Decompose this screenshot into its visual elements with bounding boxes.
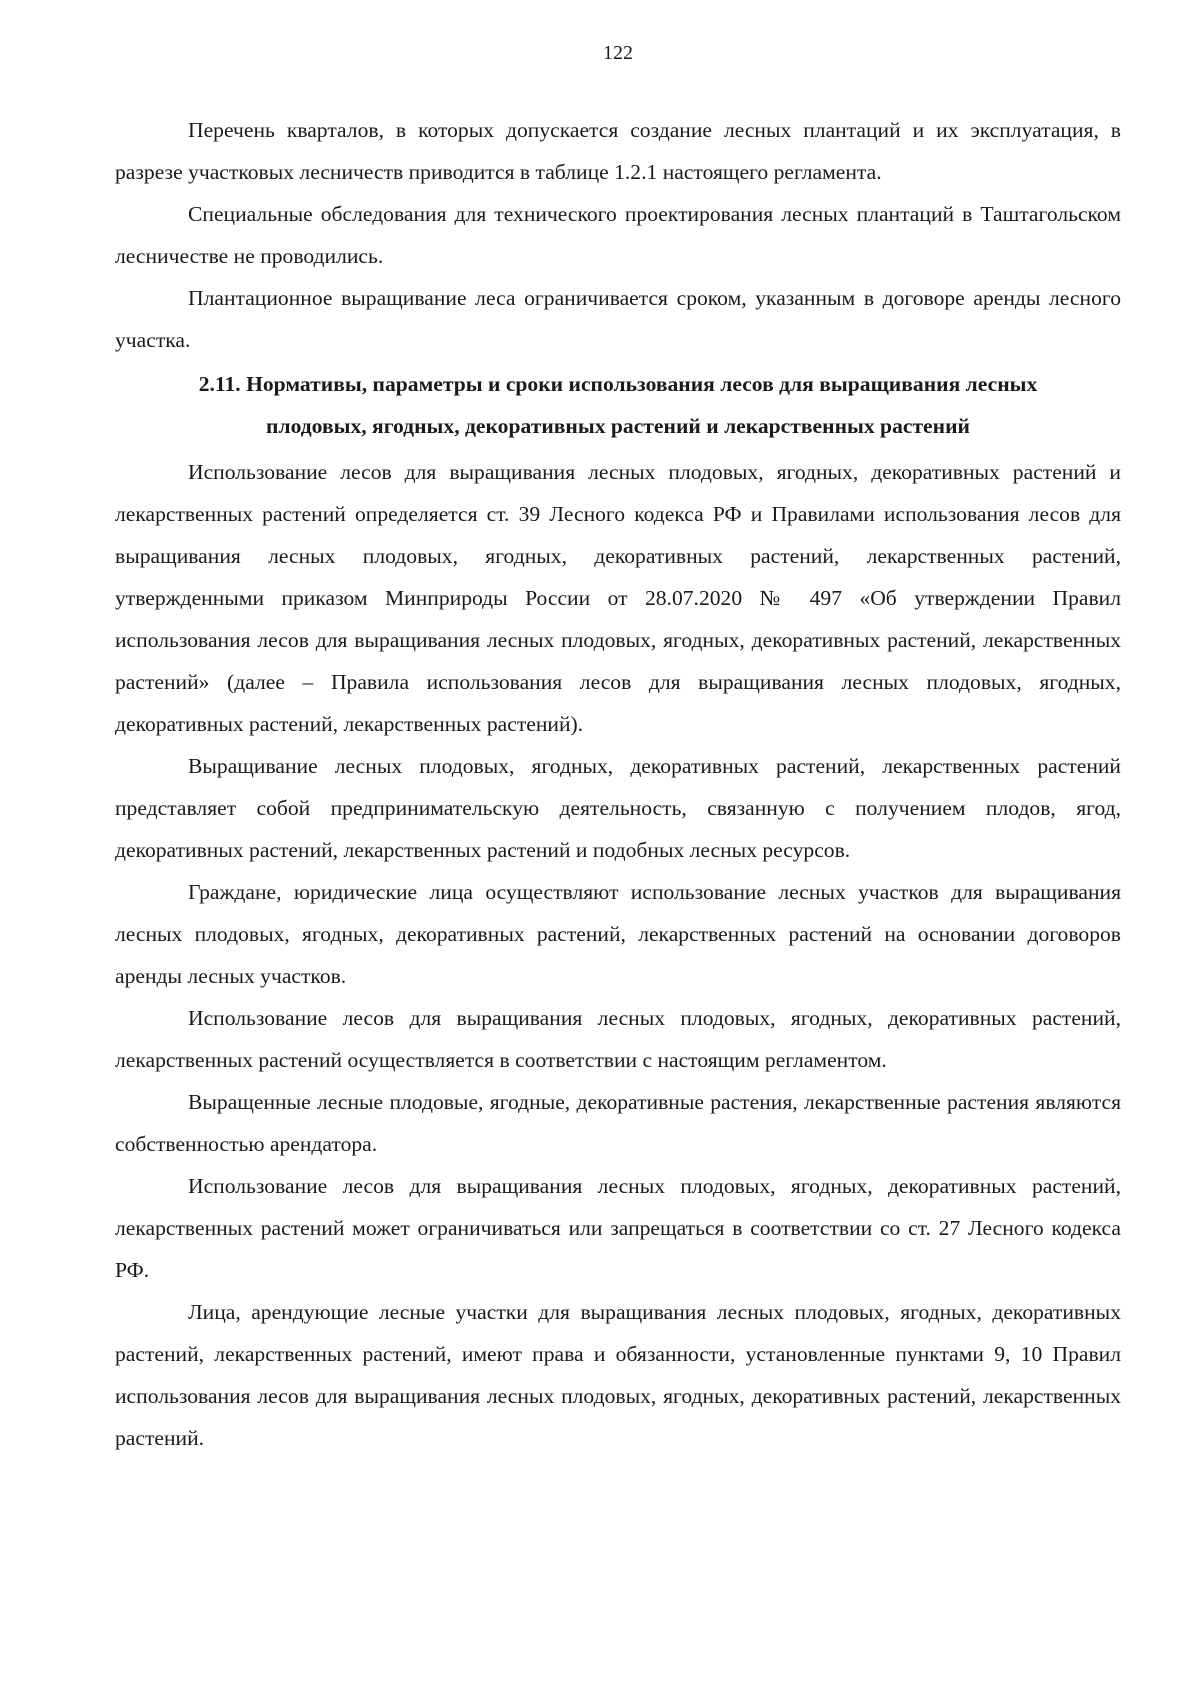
- paragraph: Перечень кварталов, в которых допускается создание лесных плантаций и их эксплуатация, в разрезе участковых лесничеств приводится в таблице 1.2.1 настоящего регламента.: [115, 118, 1121, 184]
- section-heading-line-2: плодовых, ягодных, декоративных растений и лекарственных растений: [266, 414, 970, 438]
- paragraph: Граждане, юридические лица осуществляют использование лесных участков для выращивания лесных плодовых, ягодных, декоративных растений, лекарственных растений на основании договоров аренды лесных участков.: [115, 880, 1121, 988]
- paragraph: Выращенные лесные плодовые, ягодные, декоративные растения, лекарственные растения являются собственностью арендатора.: [115, 1090, 1121, 1156]
- paragraph: Лица, арендующие лесные участки для выращивания лесных плодовых, ягодных, декоративных растений, лекарственных растений, имеют права и обязанности, установленные пунктами 9, 10 Правил использования лесов для выращивания лесных плодовых, ягодных, декоративных растений, лекарственных растений.: [115, 1300, 1121, 1450]
- paragraph: Использование лесов для выращивания лесных плодовых, ягодных, декоративных растений, лекарственных растений осуществляется в соответствии с настоящим регламентом.: [115, 1006, 1121, 1072]
- section-heading-line-1: 2.11. Нормативы, параметры и сроки использования лесов для выращивания лесных: [198, 372, 1038, 396]
- section-heading: [115, 363, 1121, 447]
- paragraph: Выращивание лесных плодовых, ягодных, декоративных растений, лекарственных растений представляет собой предпринимательскую деятельность, связанную с получением плодов, ягод, декоративных растений, лекарственных растений и подобных лесных ресурсов.: [115, 754, 1121, 862]
- paragraph: Использование лесов для выращивания лесных плодовых, ягодных, декоративных растений и лекарственных растений определяется ст. 39 Лесного кодекса РФ и Правилами использования лесов для выращивания лесных плодовых, ягодных, декоративных растений, лекарственных растений, утвержденными приказом Минприроды России от 28.07.2020 № 497 «Об утверждении Правил использования лесов для выращивания лесных плодовых, ягодных, декоративных растений, лекарственных растений» (далее – Правила использования лесов для выращивания лесных плодовых, ягодных, декоративных растений, лекарственных растений).: [115, 460, 1121, 736]
- page-number: 122: [603, 42, 633, 64]
- paragraph: Плантационное выращивание леса ограничивается сроком, указанным в договоре аренды лесного участка.: [115, 286, 1121, 352]
- document-body: [115, 109, 1121, 1459]
- paragraph: Специальные обследования для технического проектирования лесных плантаций в Таштагольском лесничестве не проводились.: [115, 202, 1121, 268]
- paragraph: Использование лесов для выращивания лесных плодовых, ягодных, декоративных растений, лекарственных растений может ограничиваться или запрещаться в соответствии со ст. 27 Лесного кодекса РФ.: [115, 1174, 1121, 1282]
